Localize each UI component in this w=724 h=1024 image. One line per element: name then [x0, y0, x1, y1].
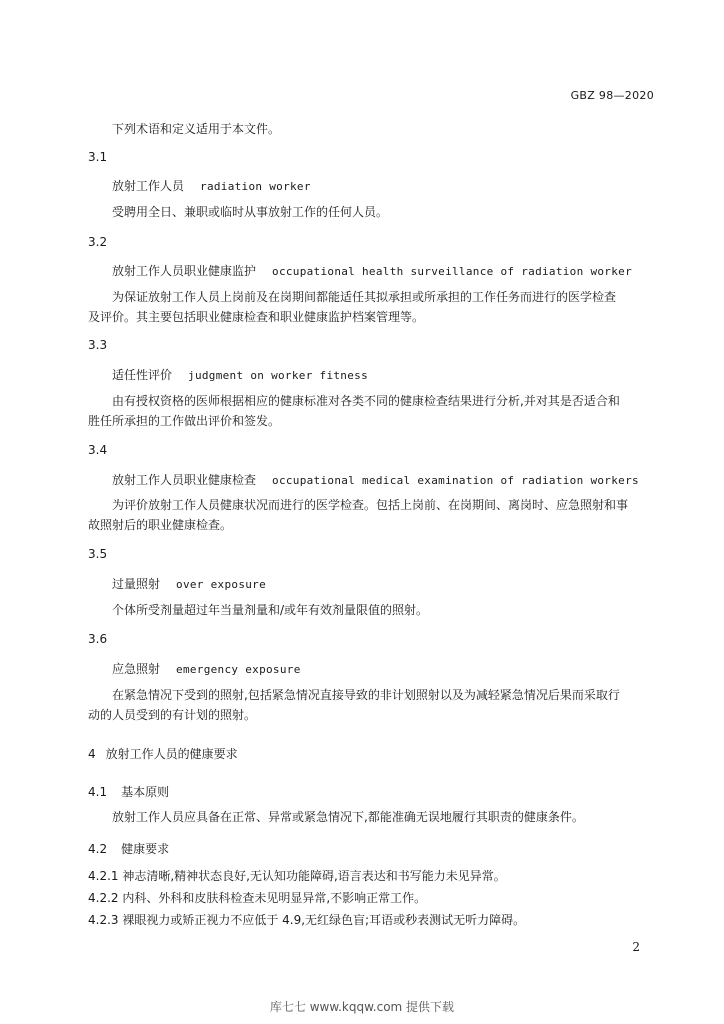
term-definition-line: 动的人员受到的有计划的照射。: [88, 708, 257, 722]
term-zh: 过量照射: [112, 577, 161, 591]
term-title: [112, 262, 632, 279]
term-en: occupational health surveillance of radiation worker: [272, 265, 632, 278]
standard-code: GBZ 98—2020: [570, 89, 654, 102]
subsection-number: 4.1: [88, 785, 108, 799]
term-zh: 放射工作人员: [112, 179, 185, 193]
term-title: [112, 366, 368, 383]
term-zh: 放射工作人员职业健康检查: [112, 473, 257, 487]
term-title: [112, 177, 311, 194]
term-title: [112, 660, 301, 677]
term-number: 3.2: [88, 235, 108, 249]
paragraph: 放射工作人员应具备在正常、异常或紧急情况下,都能准确无误地履行其职责的健康条件。: [112, 810, 584, 824]
term-en: occupational medical examination of radiation workers: [272, 474, 639, 487]
term-definition-line: 故照射后的职业健康检查。: [88, 518, 233, 532]
subsection-number: 4.2: [88, 842, 108, 856]
term-zh: 放射工作人员职业健康监护: [112, 264, 257, 278]
term-number: 3.6: [88, 632, 108, 646]
term-en: over exposure: [176, 578, 267, 591]
term-number: 3.1: [88, 150, 108, 164]
intro-text: 下列术语和定义适用于本文件。: [112, 122, 281, 136]
term-number: 3.3: [88, 338, 108, 352]
subsection-title: 基本原则: [121, 785, 170, 799]
term-definition-line: 胜任所承担的工作做出评价和签发。: [88, 414, 281, 428]
term-definition-line: 及评价。其主要包括职业健康检查和职业健康监护档案管理等。: [88, 310, 425, 324]
section-number: 4: [88, 747, 96, 761]
term-definition-line: 由有授权资格的医师根据相应的健康标准对各类不同的健康检查结果进行分析,并对其是否适合和: [112, 394, 620, 408]
page-number: 2: [632, 940, 640, 954]
subsection-title: 健康要求: [121, 842, 170, 856]
term-definition-line: 在紧急情况下受到的照射,包括紧急情况直接导致的非计划照射以及为减轻紧急情况后果而采取行: [112, 688, 620, 702]
term-title: [112, 575, 266, 592]
term-en: judgment on worker fitness: [188, 369, 369, 382]
section-title: 放射工作人员的健康要求: [105, 747, 238, 761]
term-en: emergency exposure: [176, 663, 301, 676]
term-definition: 个体所受剂量超过年当量剂量和/或年有效剂量限值的照射。: [112, 603, 429, 617]
clause-item: 4.2.2 内科、外科和皮肤科检查未见明显异常,不影响正常工作。: [88, 891, 427, 905]
term-number: 3.5: [88, 547, 108, 561]
term-zh: 适任性评价: [112, 368, 173, 382]
term-title: [112, 471, 639, 488]
clause-item: 4.2.1 神志清晰,精神状态良好,无认知功能障碍,语言表达和书写能力未见异常。: [88, 869, 506, 883]
term-definition-line: 为保证放射工作人员上岗前及在岗期间都能适任其拟承担或所承担的工作任务而进行的医学检查: [112, 290, 617, 304]
term-definition-line: 为评价放射工作人员健康状况而进行的医学检查。包括上岗前、在岗期间、离岗时、应急照射和事: [112, 498, 629, 512]
subsection-heading: [88, 783, 169, 800]
term-en: radiation worker: [200, 180, 311, 193]
term-definition: 受聘用全日、兼职或临时从事放射工作的任何人员。: [112, 205, 389, 219]
term-number: 3.4: [88, 443, 108, 457]
subsection-heading: [88, 840, 169, 857]
watermark-footer: 库七七 www.kqqw.com 提供下载: [269, 1000, 455, 1014]
term-zh: 应急照射: [112, 662, 161, 676]
clause-item: 4.2.3 裸眼视力或矫正视力不应低于 4.9,无红绿色盲;耳语或秒表测试无听力障碍。: [88, 913, 526, 927]
section-heading: [88, 745, 238, 762]
